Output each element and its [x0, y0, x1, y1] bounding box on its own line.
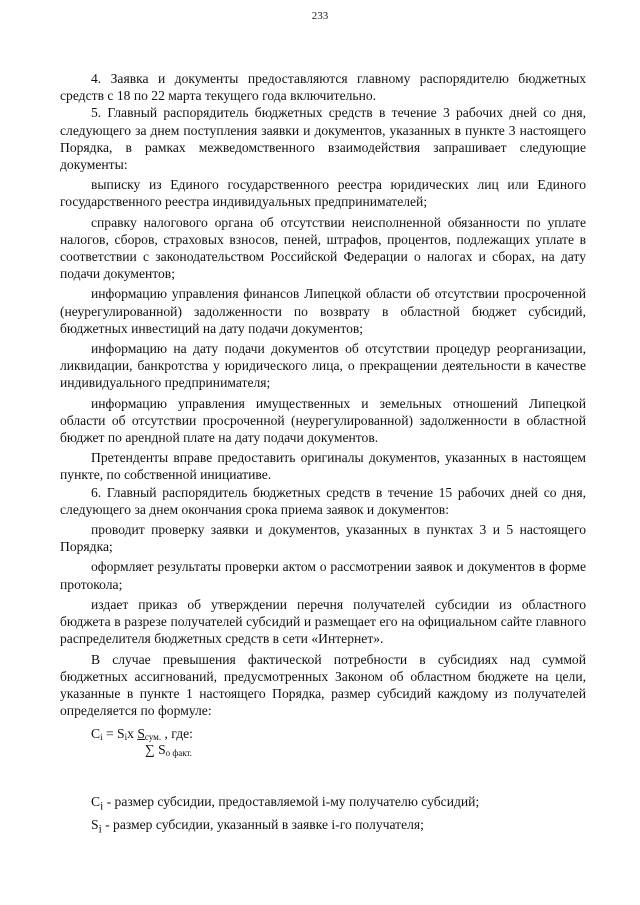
list-item-reorganization-info: информацию на дату подачи документов об отсутствии процедур реорганизации, ликвидации, банкротства у юридического лица, о прекращении деятельности в качестве индивидуального предпринимателя;	[60, 341, 586, 391]
subsidy-formula	[60, 725, 586, 771]
definition-ci: $C_i$ - размер субсидии, предоставляемой i-му получателю субсидий;	[91, 794, 480, 814]
formula-denominator-line: ∑ $S_{о факт.}$	[145, 742, 192, 759]
paragraph-6: 6. Главный распорядитель бюджетных средств в течение 15 рабочих дней со дня, следующего за днем окончания срока приема заявок и документов:	[60, 484, 586, 517]
paragraph-5: 5. Главный распорядитель бюджетных средств в течение 3 рабочих дней со дня, следующего за днем поступления заявки и документов, указанных в пункте 3 настоящего Порядка, в рамках межведомственного взаимодействия запрашивает следующие документы:	[60, 105, 586, 173]
list-item-egrul: выписку из Единого государственного реестра юридических лиц или Единого государственного реестра индивидуальных предпринимателей;	[60, 177, 586, 210]
list-item-order: издает приказ об утверждении перечня получателей субсидии из областного бюджета в разрезе получателей субсидий и размещает его на официальном сайте главного распределителя бюджетных средств в сети «Интернет».	[60, 596, 586, 647]
paragraph-formula-intro: В случае превышения фактической потребности в субсидиях над суммой бюджетных ассигнований, предусмотренных Законом об областном бюджете на цели, указанные в пункте 1 настоящего Порядка, размер субсидий каждому из получателей определяется по формуле:	[60, 651, 586, 719]
formula-numerator-line: $C_i = S_iх$ $S_{сум.}$ , где:	[91, 726, 193, 743]
list-item-finance-info: информацию управления финансов Липецкой области об отсутствии просроченной (неурегулированной) задолженности по возврату в областной бюджет субсидий, бюджетных инвестиций на дату подачи документов;	[60, 286, 586, 336]
document-body	[60, 70, 586, 839]
paragraph-4: 4. Заявка и документы предоставляются главному распорядителю бюджетных средств с 18 по 22 марта текущего года включительно.	[60, 71, 586, 104]
definition-si: $S_i$ - размер субсидии, указанный в заявке i-го получателя;	[91, 817, 424, 836]
formula-definitions	[60, 793, 586, 839]
list-item-protocol: оформляет результаты проверки актом о рассмотрении заявок и документов в форме протокола;	[60, 559, 586, 592]
list-item-property-info: информацию управления имущественных и земельных отношений Липецкой области об отсутствии просроченной (неурегулированной) задолженности в областной бюджет по арендной плате на дату подачи документов.	[60, 395, 586, 446]
paragraph-applicants-originals: Претенденты вправе предоставить оригиналы документов, указанных в настоящем пункте, по собственной инициативе.	[60, 450, 586, 483]
list-item-tax-certificate: справку налогового органа об отсутствии неисполненной обязанности по уплате налогов, сборов, страховых взносов, пеней, штрафов, процентов, подлежащих уплате в соответствии с законодательством Российской Федерации о налогах и сборах, на дату подачи документов;	[60, 214, 586, 282]
page-number: 233	[311, 10, 329, 22]
list-item-check: проводит проверку заявки и документов, указанных в пунктах 3 и 5 настоящего Порядка;	[60, 522, 586, 555]
